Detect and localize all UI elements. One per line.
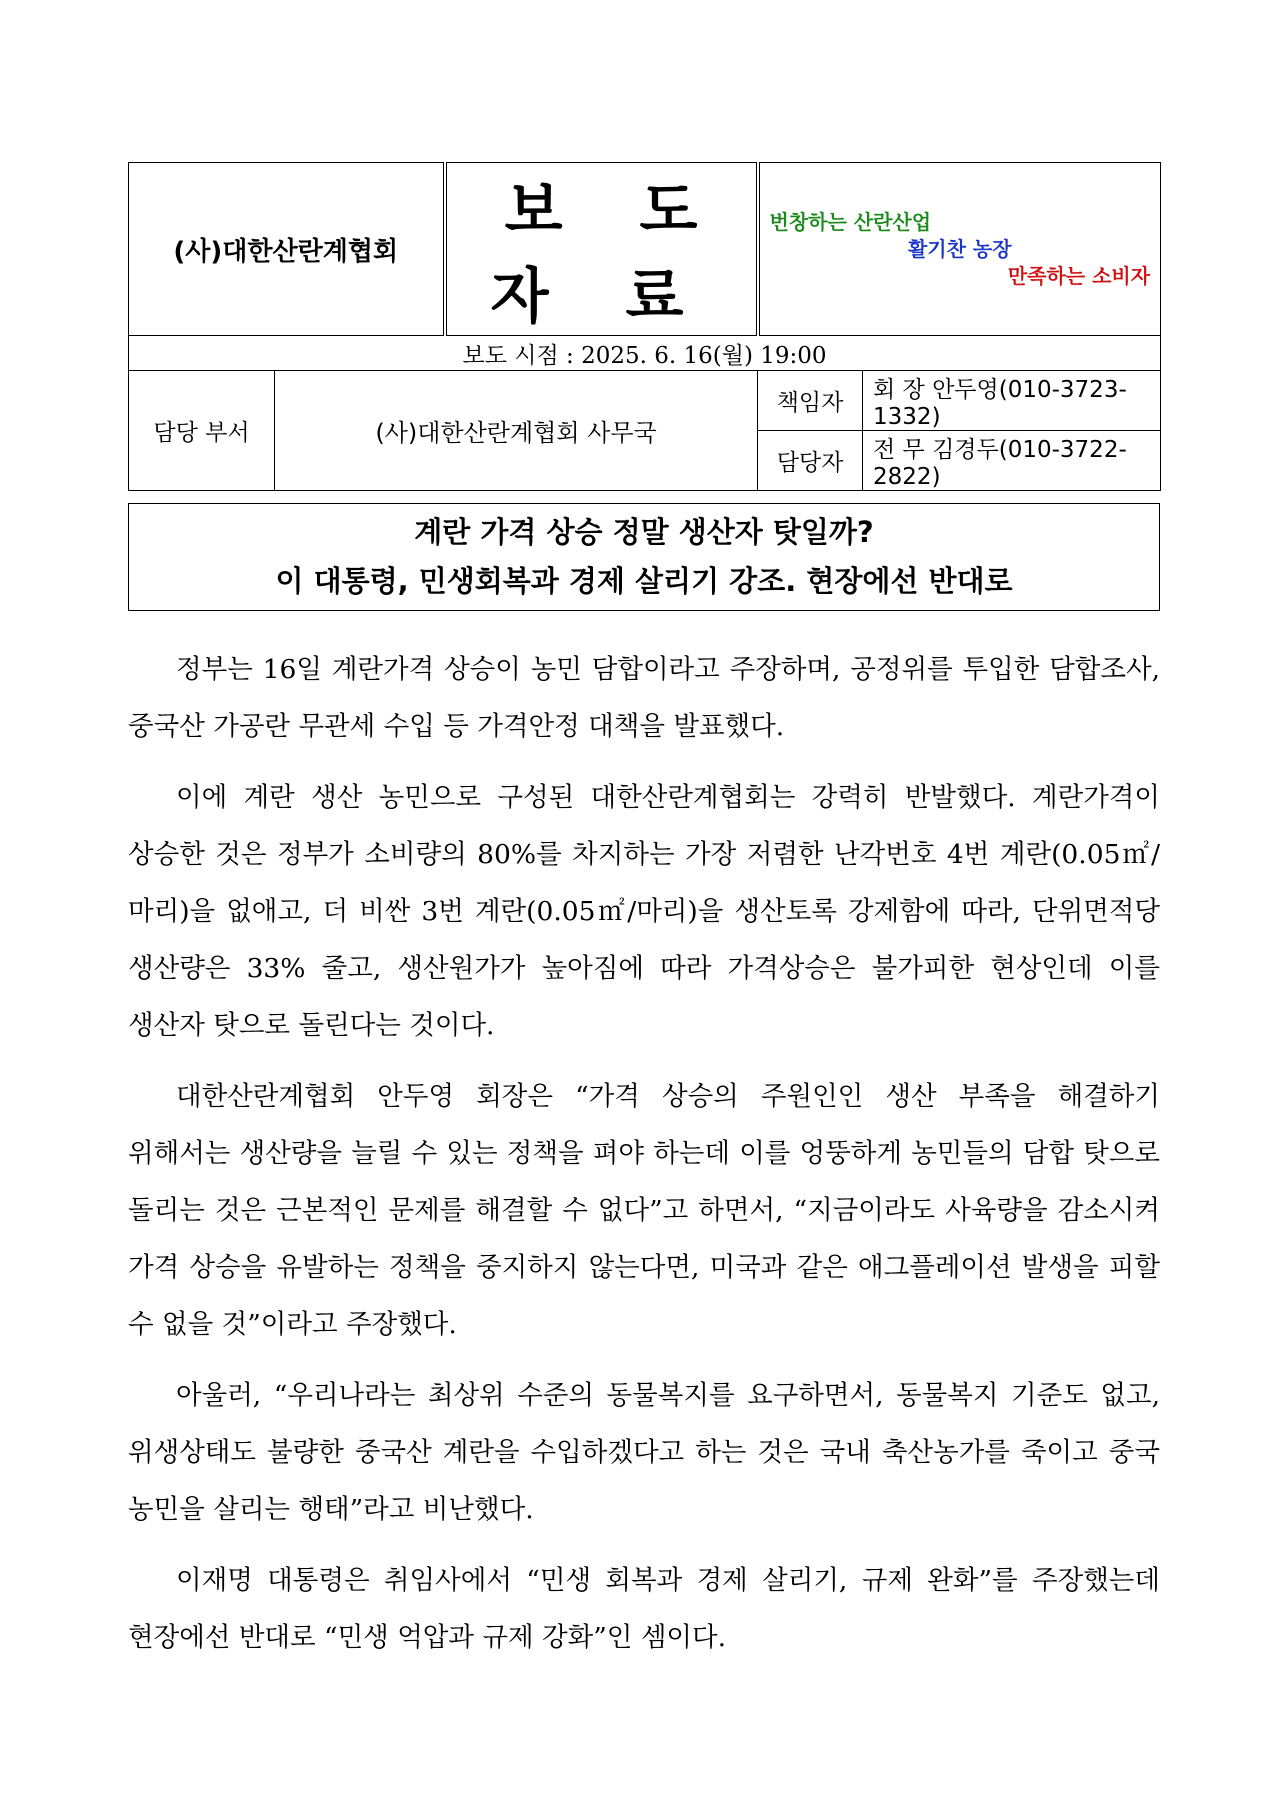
headline-box — [128, 503, 1160, 611]
contact-info-manager: 전 무 김경두(010-3722-2822) — [863, 431, 1161, 491]
contact-role-manager: 담당자 — [758, 431, 863, 491]
dept-name: (사)대한산란계협회 사무국 — [275, 371, 758, 491]
document-title-cell — [445, 163, 758, 336]
dept-label: 담당 부서 — [129, 371, 275, 491]
document-title: 보 도 자 료 — [490, 176, 726, 332]
contact-role-responsible: 책임자 — [758, 371, 863, 431]
paragraph: 이재명 대통령은 취임사에서 “민생 회복과 경제 살리기, 규제 완화”를 주장했는데 현장에선 반대로 “민생 억압과 규제 강화”인 셈이다. — [128, 1565, 1160, 1653]
paragraph: 이에 계란 생산 농민으로 구성된 대한산란계협회는 강력히 반발했다. 계란가격이 상승한 것은 정부가 소비량의 80%를 차지하는 가장 저렴한 난각번호 4번 계란(0.05㎡/마리)을 없애고, 더 비싼 3번 계란(0.05㎡/마리)을 생산토록 강제함에 따라, 단위면적당 생산량은 33% 줄고, 생산원가가 높아짐에 따라 가격상승은 불가피한 현상인데 이를 생산자 탓으로 돌린다는 것이다. — [128, 782, 1160, 1041]
paragraph: 정부는 16일 계란가격 상승이 농민 담합이라고 주장하며, 공정위를 투입한 담합조사, 중국산 가공란 무관세 수입 등 가격안정 대책을 발표했다. — [128, 654, 1160, 742]
organization-name: (사)대한산란계협회 — [129, 163, 445, 336]
paragraph: 대한산란계협회 안두영 회장은 “가격 상승의 주원인인 생산 부족을 해결하기 위해서는 생산량을 늘릴 수 있는 정책을 펴야 하는데 이를 엉뚱하게 농민들의 담합 탓으로 돌리는 것은 근본적인 문제를 해결할 수 없다”고 하면서, “지금이라도 사육량을 감소시켜 가격 상승을 유발하는 정책을 중지하지 않는다면, 미국과 같은 애그플레이션 발생을 피할 수 없을 것”이라고 주장했다. — [128, 1081, 1160, 1340]
headline-line-2: 이 대통령, 민생회복과 경제 살리기 강조. 현장에선 반대로 — [275, 564, 1013, 598]
release-time: 보도 시점 : 2025. 6. 16(월) 19:00 — [129, 336, 1161, 371]
press-release-page — [128, 162, 1160, 1680]
headline-line-1: 계란 가격 상승 정말 생산자 탓일까? — [414, 515, 874, 549]
contact-info-responsible: 회 장 안두영(010-3723-1332) — [863, 371, 1161, 431]
header-table — [128, 162, 1161, 491]
slogan-1: 번창하는 산란산업 — [769, 209, 932, 234]
article-body — [128, 641, 1160, 1666]
slogan-3: 만족하는 소비자 — [1007, 263, 1151, 288]
paragraph: 아울러, “우리나라는 최상위 수준의 동물복지를 요구하면서, 동물복지 기준도 없고, 위생상태도 불량한 중국산 계란을 수입하겠다고 하는 것은 국내 축산농가를 죽이고 중국 농민을 살리는 행태”라고 비난했다. — [128, 1380, 1160, 1525]
slogan-2: 활기찬 농장 — [907, 236, 1012, 261]
slogan-box — [758, 163, 1161, 336]
